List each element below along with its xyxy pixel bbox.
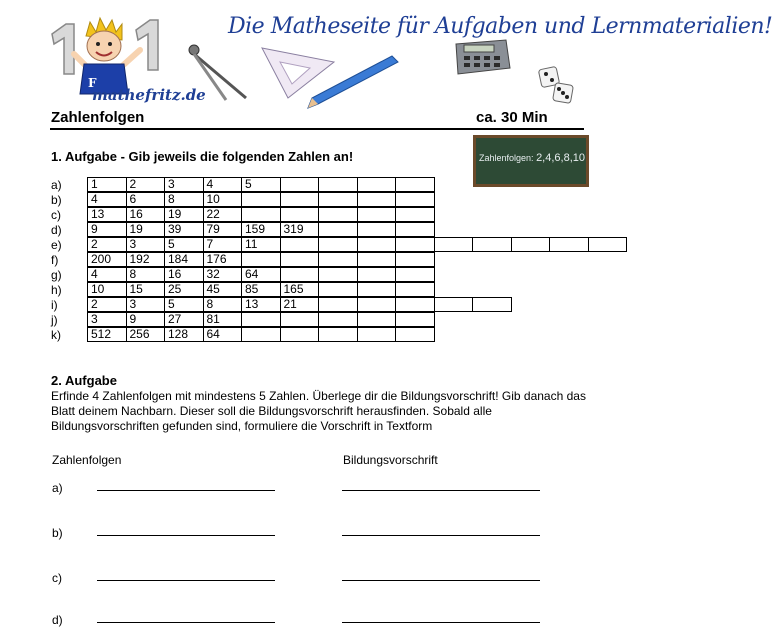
row-label: d) — [51, 223, 62, 237]
sequence-cell: 2 — [87, 237, 127, 252]
blank-answer-cell[interactable] — [357, 207, 397, 222]
sequence-cell: 10 — [87, 282, 127, 297]
sequence-cell: 192 — [126, 252, 166, 267]
blank-answer-cell[interactable] — [395, 252, 435, 267]
site-name: mathefritz.de — [92, 86, 206, 104]
sequence-cell: 8 — [203, 297, 243, 312]
row-label: b) — [51, 193, 62, 207]
row-label: k) — [51, 328, 61, 342]
sequence-cell: 64 — [203, 327, 243, 342]
sequence-cell: 4 — [203, 177, 243, 192]
row-label: f) — [51, 253, 59, 267]
blank-answer-cell[interactable] — [472, 297, 512, 312]
sequence-cell: 200 — [87, 252, 127, 267]
blank-answer-cell[interactable] — [241, 312, 281, 327]
blank-answer-cell[interactable] — [280, 192, 320, 207]
sequence-cell: 19 — [164, 207, 204, 222]
sequence-cell: 3 — [126, 297, 166, 312]
blank-answer-cell[interactable] — [357, 267, 397, 282]
blank-answer-cell[interactable] — [395, 192, 435, 207]
blank-answer-cell[interactable] — [318, 222, 358, 237]
sequence-cell: 4 — [87, 192, 127, 207]
answer-line-sequence[interactable] — [97, 580, 275, 581]
sequence-cell: 5 — [241, 177, 281, 192]
sequence-cell: 13 — [241, 297, 281, 312]
blank-answer-cell[interactable] — [241, 192, 281, 207]
blank-answer-cell[interactable] — [357, 327, 397, 342]
sequence-cell: 159 — [241, 222, 281, 237]
answer-line-rule[interactable] — [342, 580, 540, 581]
banner-slogan: Die Matheseite für Aufgaben und Lernmaterialien! — [228, 14, 772, 39]
blank-answer-cell[interactable] — [318, 177, 358, 192]
sequence-cell: 32 — [203, 267, 243, 282]
blank-answer-cell[interactable] — [280, 267, 320, 282]
sequence-cell: 81 — [203, 312, 243, 327]
blank-answer-cell[interactable] — [280, 177, 320, 192]
blank-answer-cell[interactable] — [318, 192, 358, 207]
answer-line-rule[interactable] — [342, 622, 540, 623]
dice-icon — [536, 64, 576, 106]
blank-answer-cell[interactable] — [395, 282, 435, 297]
blank-answer-cell[interactable] — [395, 207, 435, 222]
sequence-cell: 4 — [87, 267, 127, 282]
blank-answer-cell[interactable] — [318, 267, 358, 282]
answer-line-sequence[interactable] — [97, 622, 275, 623]
row-label: g) — [51, 268, 62, 282]
blank-answer-cell[interactable] — [318, 312, 358, 327]
sequence-cell: 8 — [164, 192, 204, 207]
sequence-cell: 184 — [164, 252, 204, 267]
answer-line-rule[interactable] — [342, 535, 540, 536]
sequence-cell: 39 — [164, 222, 204, 237]
blank-answer-cell[interactable] — [241, 207, 281, 222]
sequence-cell: 5 — [164, 237, 204, 252]
blank-answer-cell[interactable] — [280, 207, 320, 222]
sequence-cell: 16 — [164, 267, 204, 282]
sequence-cell: 3 — [87, 312, 127, 327]
answer-label: a) — [52, 481, 63, 495]
sequence-cell: 16 — [126, 207, 166, 222]
blank-answer-cell[interactable] — [395, 267, 435, 282]
sequence-cell: 22 — [203, 207, 243, 222]
blank-answer-cell[interactable] — [357, 222, 397, 237]
blank-answer-cell[interactable] — [434, 297, 474, 312]
sequence-cell: 1 — [87, 177, 127, 192]
blank-answer-cell[interactable] — [395, 177, 435, 192]
blank-answer-cell[interactable] — [241, 252, 281, 267]
blank-answer-cell[interactable] — [395, 312, 435, 327]
task2-heading: 2. Aufgabe — [51, 373, 117, 388]
title-divider — [50, 128, 584, 130]
blank-answer-cell[interactable] — [357, 312, 397, 327]
blank-answer-cell[interactable] — [318, 252, 358, 267]
chalkboard-sequence: 2,4,6,8,10 — [536, 152, 585, 164]
blank-answer-cell[interactable] — [357, 297, 397, 312]
blank-answer-cell[interactable] — [318, 282, 358, 297]
sequence-cell: 319 — [280, 222, 320, 237]
row-label: j) — [51, 313, 58, 327]
page-title: Zahlenfolgen — [51, 109, 145, 126]
row-label: e) — [51, 238, 62, 252]
sequence-cell: 256 — [126, 327, 166, 342]
sequence-cell: 25 — [164, 282, 204, 297]
sequence-cell: 176 — [203, 252, 243, 267]
task2-instructions: Erfinde 4 Zahlenfolgen mit mindestens 5 Zahlen. Überlege dir die Bildungsvorschrift! Gib danach das Blatt deinem Nachbarn. Dieser soll die Bildungsvorschrift herausfinden. Sobald alle Bildungsvorschriften gefunden sind, formuliere die Vorschrift in Textform — [51, 389, 586, 433]
logo-badge: F — [88, 76, 97, 90]
sequence-cell: 45 — [203, 282, 243, 297]
sequence-cell: 8 — [126, 267, 166, 282]
sequence-cell: 15 — [126, 282, 166, 297]
answer-line-rule[interactable] — [342, 490, 540, 491]
blank-answer-cell[interactable] — [318, 327, 358, 342]
sequence-cell: 85 — [241, 282, 281, 297]
sequence-cell: 6 — [126, 192, 166, 207]
row-label: h) — [51, 283, 62, 297]
row-label: c) — [51, 208, 61, 222]
blank-answer-cell[interactable] — [280, 237, 320, 252]
sequence-cell: 128 — [164, 327, 204, 342]
sequence-cell: 7 — [203, 237, 243, 252]
sequence-cell: 79 — [203, 222, 243, 237]
sequence-cell: 9 — [87, 222, 127, 237]
column-heading-rule: Bildungsvorschrift — [343, 453, 438, 467]
row-label: i) — [51, 298, 58, 312]
sequence-cell: 5 — [164, 297, 204, 312]
blank-answer-cell[interactable] — [395, 237, 435, 252]
blank-answer-cell[interactable] — [434, 237, 474, 252]
blank-answer-cell[interactable] — [241, 327, 281, 342]
sequence-cell: 27 — [164, 312, 204, 327]
blank-answer-cell[interactable] — [357, 192, 397, 207]
row-label: a) — [51, 178, 62, 192]
task1-heading: 1. Aufgabe - Gib jeweils die folgenden Zahlen an! — [51, 149, 354, 164]
blank-answer-cell[interactable] — [357, 252, 397, 267]
sequence-cell: 2 — [87, 297, 127, 312]
blank-answer-cell[interactable] — [318, 237, 358, 252]
sequence-cell: 21 — [280, 297, 320, 312]
blank-answer-cell[interactable] — [472, 237, 512, 252]
blank-answer-cell[interactable] — [395, 222, 435, 237]
blank-answer-cell[interactable] — [280, 312, 320, 327]
answer-label: c) — [52, 571, 62, 585]
blank-answer-cell[interactable] — [357, 177, 397, 192]
sequence-cell: 512 — [87, 327, 127, 342]
blank-answer-cell[interactable] — [280, 327, 320, 342]
sequence-cell: 3 — [164, 177, 204, 192]
sequence-cell: 10 — [203, 192, 243, 207]
sequence-cell: 19 — [126, 222, 166, 237]
answer-label: b) — [52, 526, 63, 540]
blank-answer-cell[interactable] — [395, 297, 435, 312]
sequence-cell: 9 — [126, 312, 166, 327]
chalkboard-text — [479, 152, 585, 164]
sequence-cell: 3 — [126, 237, 166, 252]
duration-label: ca. 30 Min — [476, 109, 548, 126]
blank-answer-cell[interactable] — [318, 297, 358, 312]
blank-answer-cell[interactable] — [357, 282, 397, 297]
blank-answer-cell[interactable] — [357, 237, 397, 252]
calculator-icon — [450, 38, 512, 76]
answer-label: d) — [52, 613, 63, 627]
sequence-cell: 13 — [87, 207, 127, 222]
blank-answer-cell[interactable] — [588, 237, 628, 252]
sequence-cell: 2 — [126, 177, 166, 192]
blank-answer-cell[interactable] — [395, 327, 435, 342]
blank-answer-cell[interactable] — [511, 237, 551, 252]
sequence-cell: 165 — [280, 282, 320, 297]
chalkboard-label: Zahlenfolgen: — [479, 153, 534, 163]
answer-line-sequence[interactable] — [97, 535, 275, 536]
answer-line-sequence[interactable] — [97, 490, 275, 491]
sequence-cell: 11 — [241, 237, 281, 252]
blank-answer-cell[interactable] — [280, 252, 320, 267]
sequence-cell: 64 — [241, 267, 281, 282]
pencil-icon — [300, 50, 400, 110]
blank-answer-cell[interactable] — [549, 237, 589, 252]
column-heading-sequences: Zahlenfolgen — [52, 453, 122, 467]
blank-answer-cell[interactable] — [318, 207, 358, 222]
